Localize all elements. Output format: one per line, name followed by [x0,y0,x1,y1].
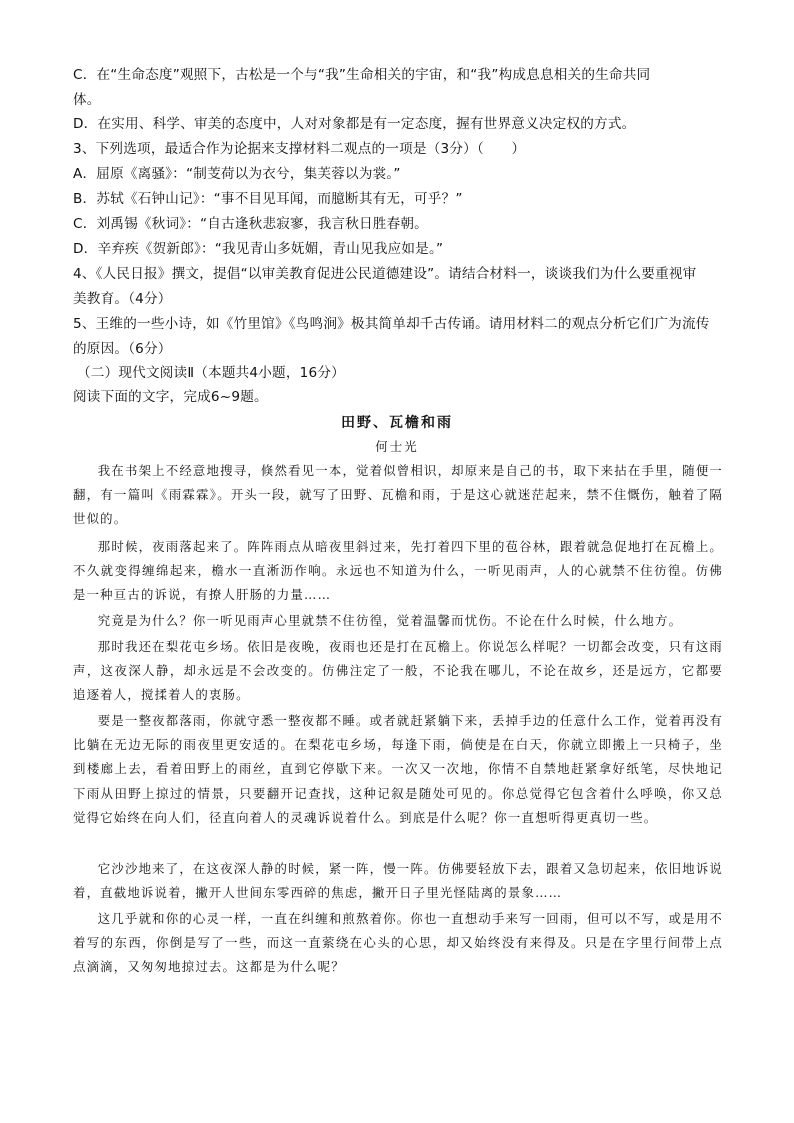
essay-paragraph-4: 那时我还在梨花屯乡场。依旧是夜晚，夜雨也还是打在瓦檐上。你说怎么样呢？一切都会改变，只有这雨声，这夜深人静，却永远是不会改变的。仿佛注定了一般，不论我在哪儿，不论在故乡，还是远方，它都要追逐着人，搅揉着人的衷肠。 [73,639,723,703]
essay-title: 田野、瓦檐和雨 [341,415,453,431]
q2-option-c-line1: C．在“生命态度”观照下，古松是一个与“我”生命相关的宇宙，和“我”构成息息相关的生命共同 [73,67,651,83]
q4-line1: 4、《人民日报》撰文，提倡“以审美教育促进公民道德建设”。请结合材料一，谈谈我们为什么要重视审 [73,266,697,282]
q5-line1: 5、王维的一些小诗，如《竹里馆》《鸟鸣涧》极其简单却千古传诵。请用材料二的观点分析它们广为流传 [73,316,710,332]
q3-option-a: A．屈原《离骚》：“制芰荷以为衣兮，集芙蓉以为裳。” [73,166,401,182]
essay-author: 何士光 [375,439,419,454]
q2-option-d: D．在实用、科学、审美的态度中，人对对象都是有一定态度，握有世界意义决定权的方式。 [73,116,636,132]
section-heading: （二）现代文阅读Ⅱ（本题共4小题，16分） [77,365,345,381]
essay-paragraph-5: 要是一整夜都落雨，你就守悉一整夜都不睡。或者就赶紧躺下来，丢掉手边的任意什么工作，觉着再没有比躺在无边无际的雨夜里更安适的。在梨花屯乡场，每逢下雨，倘使是在白天，你就立即搬上一只椅子，坐到楼廊上去，看着田野上的雨丝，直到它停歇下来。一次又一次地，你情不自禁地赶紧拿好纸笔，尽快地记下雨从田野上掠过的情景，只要翻开记查找，这种记叙是随处可见的。你总觉得它包含着什么呼唤，你又总觉得它始终在向人们，径直向着人的灵魂诉说着什么。到底是什么呢？你一直想听得更真切一些。 [73,713,723,825]
q3-option-b: B．苏轼《石钟山记》：“事不目见耳闻，而臆断其有无，可乎？” [73,191,463,207]
essay-paragraph-6: 它沙沙地来了，在这夜深人静的时候，紧一阵，慢一阵。仿佛要轻放下去，跟着又急切起来，依旧地诉说着，直截地诉说着，撇开人世间东零西碎的焦虑，撇开日子里光怪陆离的景象…… [73,861,723,901]
q3-option-c: C．刘禹锡《秋词》：“自古逢秋悲寂寥，我言秋日胜春朝。 [73,216,428,232]
essay-paragraph-7: 这几乎就和你的心灵一样，一直在纠缠和煎熬着你。你也一直想动手来写一回雨，但可以不写，或是用不着写的东西，你倒是写了一些，而这一直萦绕在心头的心思，却又始终没有来得及。只是在字里行间带上点点滴滴，又匆匆地掠过去。这都是为什么呢？ [73,911,723,975]
essay-paragraph-1: 我在书架上不经意地搜寻，倏然看见一本，觉着似曾相识，却原来是自己的书，取下来拈在手里，随便一翻，有一篇叫《雨霖霖》。开头一段，就写了田野、瓦檐和雨，于是这心就迷茫起来，禁不住慨伤，触着了隔世似的。 [73,463,723,527]
q3-option-d: D．辛弃疾《贺新郎》：“我见青山多妩媚，青山见我应如是。” [73,241,444,257]
essay-paragraph-3: 究竟是为什么？你一听见雨声心里就禁不住彷徨，觉着温馨而忧伤。不论在什么时候，什么地方。 [97,613,683,628]
section-instruction: 阅读下面的文字，完成6~9题。 [73,389,268,405]
q3-stem: 3、下列选项，最适合作为论据来支撑材料二观点的一项是（3分）（ ） [73,141,526,157]
q2-option-c-line2: 体。 [73,92,101,108]
q4-line2: 美教育。（4分） [73,291,172,307]
q5-line2: 的原因。（6分） [73,341,172,357]
essay-paragraph-2: 那时候，夜雨落起来了。阵阵雨点从暗夜里斜过来，先打着四下里的苞谷林，跟着就急促地打在瓦檐上。不久就变得缠绵起来，檐水一直淅沥作响。永远也不知道为什么，一听见雨声，人的心就禁不住彷徨。仿佛是一种亘古的诉说，有撩人肝肠的力量…… [73,539,723,603]
